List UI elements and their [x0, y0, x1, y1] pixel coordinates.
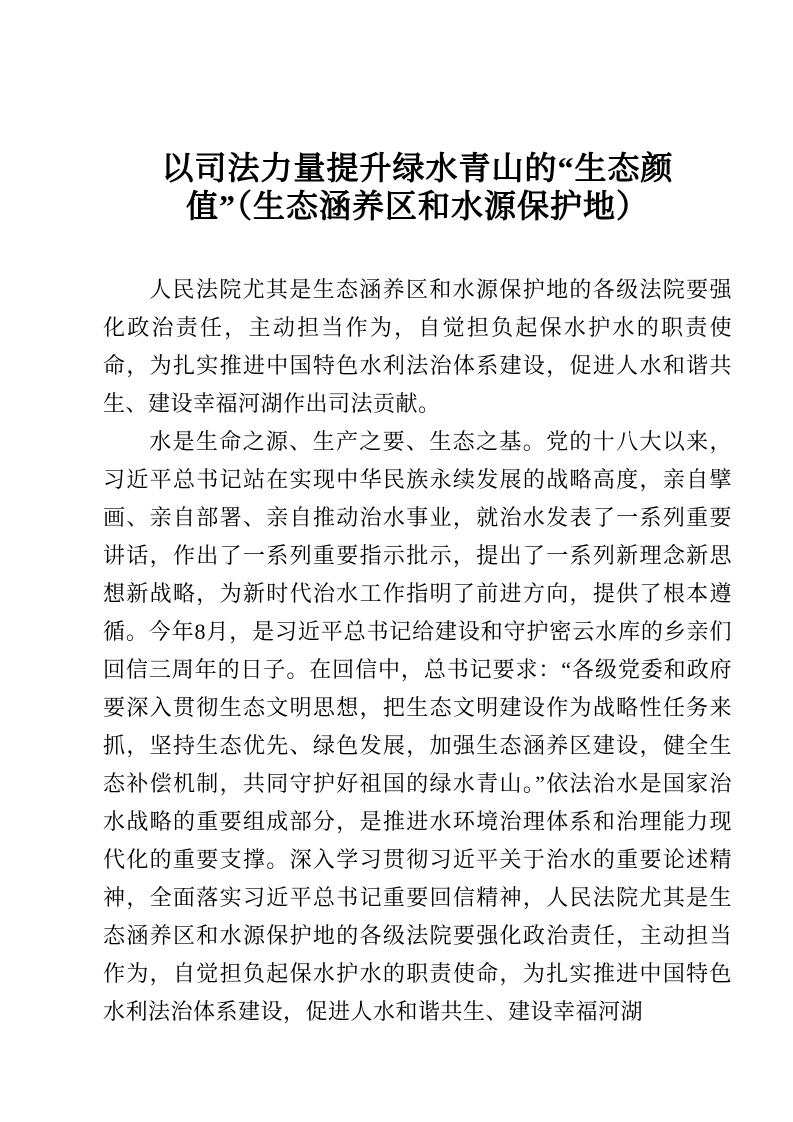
- document-title-line-1: 以司法力量提升绿水青山的“生态颜: [161, 150, 674, 186]
- document-body: [103, 271, 732, 1031]
- paragraph-2: 水是生命之源、生产之要、生态之基。党的十八大以来，习近平总书记站在实现中华民族永续发展的战略高度，亲自擘画、亲自部署、亲自推动治水事业，就治水发表了一系列重要讲话，作出了一系列重要指示批示，提出了一系列新理念新思想新战略，为新时代治水工作指明了前进方向，提供了根本遵循。今年8月，是习近平总书记给建设和守护密云水库的乡亲们回信三周年的日子。在回信中，总书记要求：“各级党委和政府要深入贯彻生态文明思想，把生态文明建设作为战略性任务来抓，坚持生态优先、绿色发展，加强生态涵养区建设，健全生态补偿机制，共同守护好祖国的绿水青山。”依法治水是国家治水战略的重要组成部分，是推进水环境治理体系和治理能力现代化的重要支撑。深入学习贯彻习近平关于治水的重要论述精神，全面落实习近平总书记重要回信精神，人民法院尤其是生态涵养区和水源保护地的各级法院要强化政治责任，主动担当作为，自觉担负起保水护水的职责使命，为扎实推进中国特色水利法治体系建设，促进人水和谐共生、建设幸福河湖: [103, 429, 732, 1024]
- paragraph-1: 人民法院尤其是生态涵养区和水源保护地的各级法院要强化政治责任，主动担当作为，自觉担负起保水护水的职责使命，为扎实推进中国特色水利法治体系建设，促进人水和谐共生、建设幸福河湖作出司法贡献。: [103, 277, 732, 416]
- document-title: [103, 149, 732, 225]
- document-title-line-2: 值”（生态涵养区和水源保护地）: [185, 188, 649, 224]
